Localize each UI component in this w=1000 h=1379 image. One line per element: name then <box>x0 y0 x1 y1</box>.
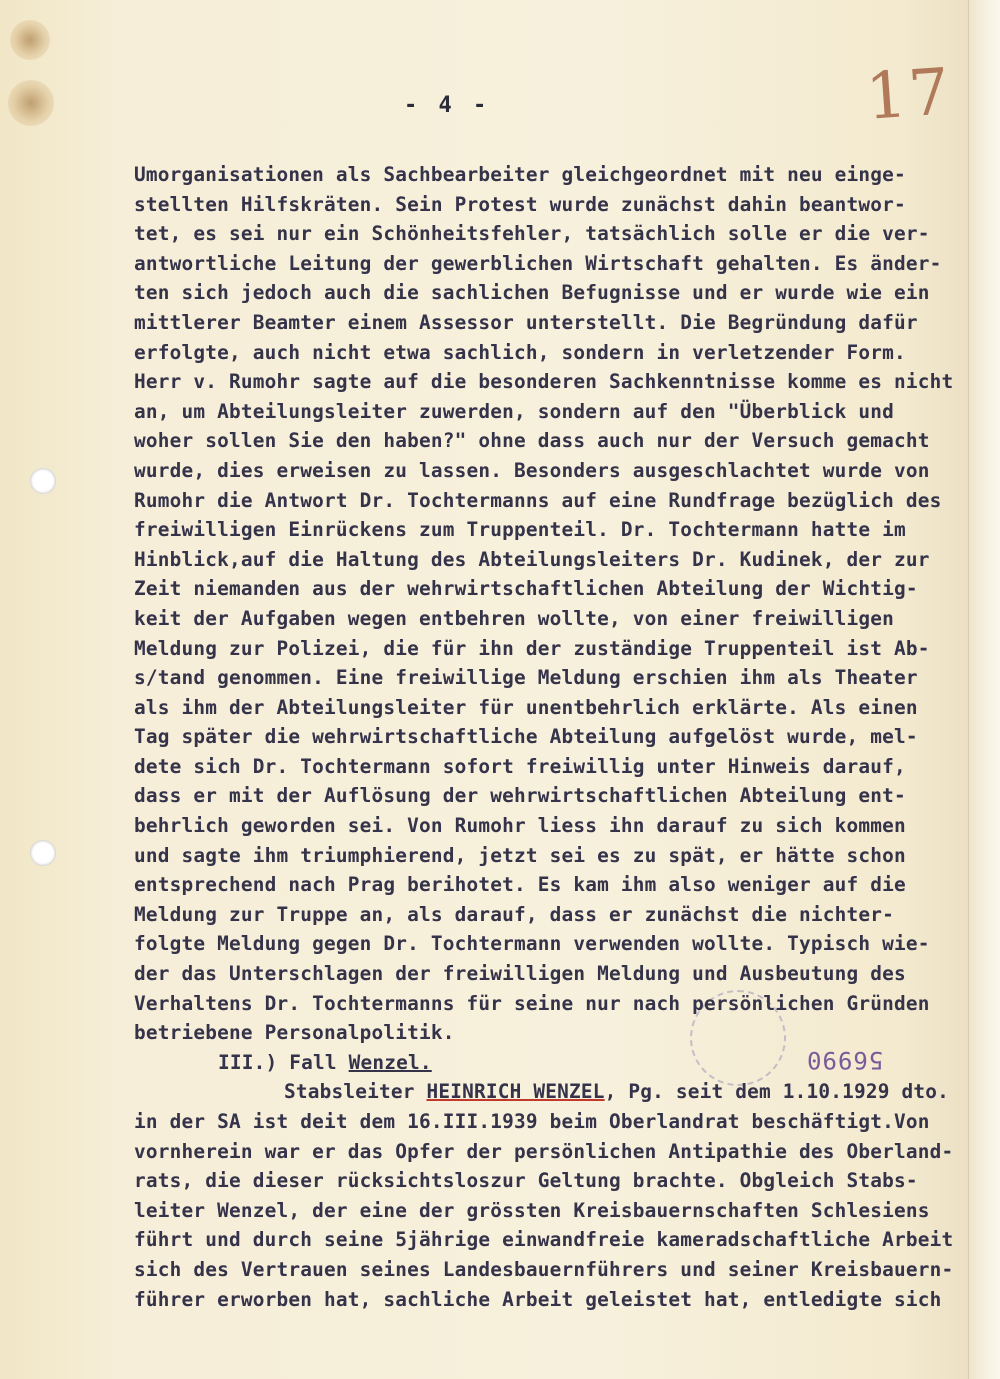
intro-rest: , Pg. seit dem 1.10.1929 dto. <box>604 1080 949 1104</box>
text-line: folgte Meldung gegen Dr. Tochtermann verwenden wollte. Typisch wie- <box>134 932 930 956</box>
text-line: rats, die dieser rücksichtsloszur Geltung brachte. Obgleich Stabs- <box>134 1169 918 1193</box>
stain <box>10 20 50 60</box>
text-line: Hinblick,auf die Haltung des Abteilungsleiters Dr. Kudinek, der zur <box>134 547 930 571</box>
text-line: sich des Vertrauen seines Landesbauernführers und seiner Kreisbauern- <box>134 1257 954 1281</box>
stamp-number: 56990 <box>806 1046 884 1074</box>
text-line: Meldung zur Truppe an, als darauf, dass er zunächst die nichter- <box>134 902 894 926</box>
text-line: dass er mit der Auflösung der wehrwirtschaftlichen Abteilung ent- <box>134 784 906 808</box>
text-line: erfolgte, auch nicht etwa sachlich, sondern in verletzender Form. <box>134 340 906 364</box>
text-line: wurde, dies erweisen zu lassen. Besonders ausgeschlachtet wurde von <box>134 458 930 482</box>
section-heading-name: Wenzel. <box>348 1050 432 1074</box>
text-line: mittlerer Beamter einem Assessor unterstellt. Die Begründung dafür <box>134 310 918 334</box>
pencil-folio-number: 17 <box>863 55 954 135</box>
typed-body-text <box>134 160 968 1314</box>
text-line: keit der Aufgaben wegen entbehren wollte, von einer freiwilligen <box>134 606 894 630</box>
text-line: Umorganisationen als Sachbearbeiter gleichgeordnet mit neu einge- <box>134 163 906 186</box>
intro-prefix: Stabsleiter <box>284 1080 427 1104</box>
section-paragraph <box>134 1107 968 1314</box>
punch-hole <box>30 840 56 866</box>
text-line: Verhaltens Dr. Tochtermanns für seine nur nach persönlichen Gründen <box>134 991 930 1015</box>
text-line: in der SA ist deit dem 16.III.1939 beim Oberlandrat beschäftigt.Von <box>134 1110 930 1133</box>
text-line: leiter Wenzel, der eine der grössten Kreisbauernschaften Schlesiens <box>134 1198 930 1222</box>
section-heading <box>134 1048 968 1078</box>
text-line: stellten Hilfskräten. Sein Protest wurde zunächst dahin beantwor- <box>134 192 906 216</box>
text-line: Zeit niemanden aus der wehrwirtschaftlichen Abteilung der Wichtig- <box>134 577 918 601</box>
text-line: ten sich jedoch auch die sachlichen Befugnisse und er wurde wie ein <box>134 281 930 305</box>
text-line: der das Unterschlagen der freiwilligen Meldung und Ausbeutung des <box>134 962 906 986</box>
section-intro-line <box>134 1077 968 1107</box>
text-line: woher sollen Sie den haben?" ohne dass auch nur der Versuch gemacht <box>134 429 930 453</box>
text-line: an, um Abteilungsleiter zuwerden, sondern auf den "Überblick und <box>134 399 894 423</box>
text-line: dete sich Dr. Tochtermann sofort freiwillig unter Hinweis darauf, <box>134 754 906 778</box>
punch-hole <box>30 468 56 494</box>
text-line: und sagte ihm triumphierend, jetzt sei es zu spät, er hätte schon <box>134 843 906 867</box>
text-line: behrlich geworden sei. Von Rumohr liess ihn darauf zu sich kommen <box>134 814 906 838</box>
text-line: als ihm der Abteilungsleiter für unentbehrlich erklärte. Als einen <box>134 695 918 719</box>
text-line: betriebene Personalpolitik. <box>134 1021 455 1045</box>
text-line: Herr v. Rumohr sagte auf die besonderen Sachkenntnisse komme es nicht <box>134 370 954 394</box>
paragraph <box>134 160 968 1048</box>
text-line: Rumohr die Antwort Dr. Tochtermanns auf eine Rundfrage bezüglich des <box>134 488 942 512</box>
intro-name: HEINRICH WENZEL <box>426 1080 605 1104</box>
text-line: entsprechend nach Prag berihotet. Es kam ihm also weniger auf die <box>134 873 906 897</box>
text-line: vornherein war er das Opfer der persönlichen Antipathie des Oberland- <box>134 1139 954 1163</box>
text-line: Meldung zur Polizei, die für ihn der zuständige Truppenteil ist Ab- <box>134 636 930 660</box>
page-number: - 4 - <box>404 93 491 118</box>
text-line: s/tand genommen. Eine freiwillige Meldung erschien ihm als Theater <box>134 666 918 690</box>
text-line: Tag später die wehrwirtschaftliche Abteilung aufgelöst wurde, mel- <box>134 725 918 749</box>
text-line: führt und durch seine 5jährige einwandfreie kameradschaftliche Arbeit <box>134 1228 954 1252</box>
text-line: antwortliche Leitung der gewerblichen Wirtschaft gehalten. Es änder- <box>134 251 942 275</box>
text-line: freiwilligen Einrückens zum Truppenteil. Dr. Tochtermann hatte im <box>134 518 906 542</box>
stain <box>8 80 54 126</box>
page-edge <box>968 0 1000 1379</box>
text-line: tet, es sei nur ein Schönheitsfehler, tatsächlich solle er die ver- <box>134 222 930 246</box>
section-heading-prefix: III.) Fall <box>218 1050 349 1074</box>
text-line: führer erworben hat, sachliche Arbeit geleistet hat, entledigte sich <box>134 1287 942 1311</box>
